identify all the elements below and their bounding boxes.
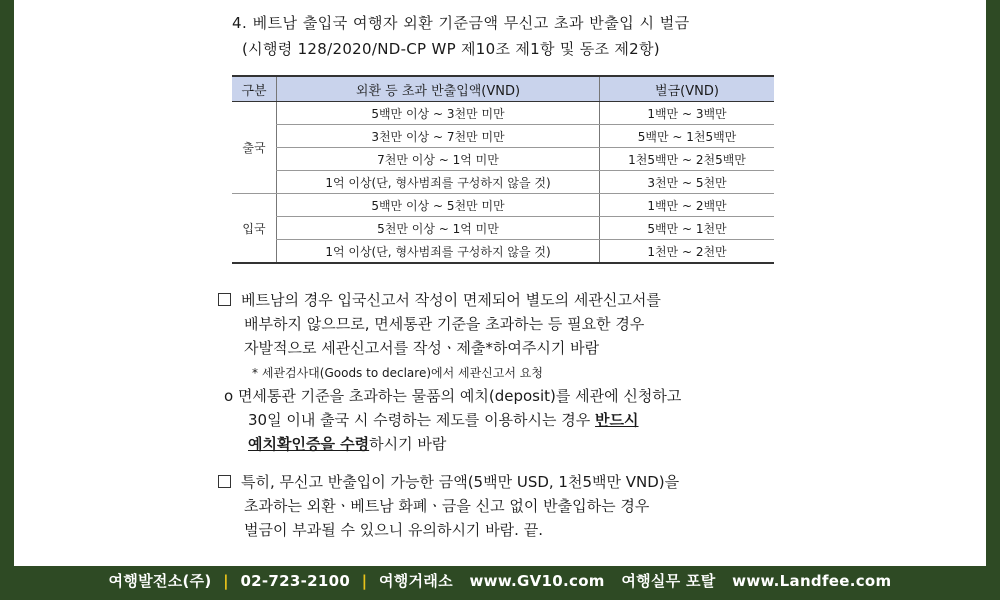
footer-bar	[0, 566, 1000, 600]
header-fine: 벌금(VND)	[600, 76, 775, 102]
note-2-line-2	[248, 408, 639, 432]
footer-exchange-label: 여행거래소	[378, 572, 453, 590]
fine-table	[232, 75, 774, 264]
note-text: 특히, 무신고 반출입이 가능한 금액(5백만 USD, 1천5백만 VND)을	[241, 473, 680, 491]
amount-cell: 7천만 이상 ~ 1억 미만	[277, 148, 600, 171]
amount-cell: 1억 이상(단, 형사범죄를 구성하지 않을 것)	[277, 171, 600, 194]
note-2-line-3	[248, 432, 446, 456]
footer-company: 여행발전소(주)	[108, 572, 212, 590]
note-2-line-1: o 면세통관 기준을 초과하는 물품의 예치(deposit)를 세관에 신청하고	[224, 387, 682, 405]
note-3-line-2: 초과하는 외환ㆍ베트남 화폐ㆍ금을 신고 없이 반출입하는 경우	[244, 497, 650, 515]
header-category: 구분	[232, 76, 277, 102]
fine-cell: 1천5백만 ~ 2천5백만	[600, 148, 775, 171]
fine-cell: 1천만 ~ 2천만	[600, 240, 775, 264]
footer-portal-label: 여행실무 포탈	[621, 572, 716, 590]
note-1-line-3: 자발적으로 세관신고서를 작성ㆍ제출*하여주시기 바람	[244, 339, 600, 357]
footer-separator: |	[361, 572, 368, 590]
note-3-line-3: 벌금이 부과될 수 있으니 유의하시기 바람. 끝.	[244, 521, 543, 539]
section-subtitle: (시행령 128/2020/ND-CP WP 제10조 제1항 및 동조 제2항)	[242, 40, 660, 58]
fine-cell: 5백만 ~ 1천만	[600, 217, 775, 240]
header-amount: 외환 등 초과 반출입액(VND)	[277, 76, 600, 102]
note-3-line-1	[218, 470, 679, 494]
fine-cell: 3천만 ~ 5천만	[600, 171, 775, 194]
emphasis-text: 예치확인증을 수령	[248, 435, 370, 453]
table-row	[232, 125, 774, 148]
footer-site-gv10[interactable]: www.GV10.com	[469, 572, 605, 590]
amount-cell: 5천만 이상 ~ 1억 미만	[277, 217, 600, 240]
note-1-footnote: * 세관검사대(Goods to declare)에서 세관신고서 요청	[252, 366, 543, 380]
section-title: 4. 베트남 출입국 여행자 외환 기준금액 무신고 초과 반출입 시 벌금	[232, 14, 690, 32]
square-bullet-icon	[218, 293, 231, 306]
amount-cell: 1억 이상(단, 형사범죄를 구성하지 않을 것)	[277, 240, 600, 264]
table-header-row	[232, 76, 774, 102]
note-1-line-1	[218, 288, 661, 312]
fine-cell: 5백만 ~ 1천5백만	[600, 125, 775, 148]
amount-cell: 5백만 이상 ~ 5천만 미만	[277, 194, 600, 217]
document-page	[14, 0, 986, 566]
fine-cell: 1백만 ~ 2백만	[600, 194, 775, 217]
note-text: 하시기 바람	[369, 435, 447, 453]
footer-site-landfee[interactable]: www.Landfee.com	[732, 572, 892, 590]
note-text: 30일 이내 출국 시 수령하는 제도를 이용하시는 경우	[248, 411, 596, 429]
emphasis-text: 반드시	[595, 411, 639, 429]
table-row	[232, 240, 774, 264]
table-row	[232, 102, 774, 125]
group-label-departure: 출국	[232, 102, 277, 194]
fine-cell: 1백만 ~ 3백만	[600, 102, 775, 125]
footer-separator: |	[223, 572, 229, 590]
square-bullet-icon	[218, 475, 231, 488]
note-1-line-2: 배부하지 않으므로, 면세통관 기준을 초과하는 등 필요한 경우	[244, 315, 645, 333]
table-row	[232, 171, 774, 194]
table-row	[232, 148, 774, 171]
table-row	[232, 194, 774, 217]
footer-phone: 02-723-2100	[240, 572, 351, 590]
note-text: 베트남의 경우 입국신고서 작성이 면제되어 별도의 세관신고서를	[241, 291, 661, 309]
group-label-entry: 입국	[232, 194, 277, 264]
table-row	[232, 217, 774, 240]
amount-cell: 3천만 이상 ~ 7천만 미만	[277, 125, 600, 148]
amount-cell: 5백만 이상 ~ 3천만 미만	[277, 102, 600, 125]
